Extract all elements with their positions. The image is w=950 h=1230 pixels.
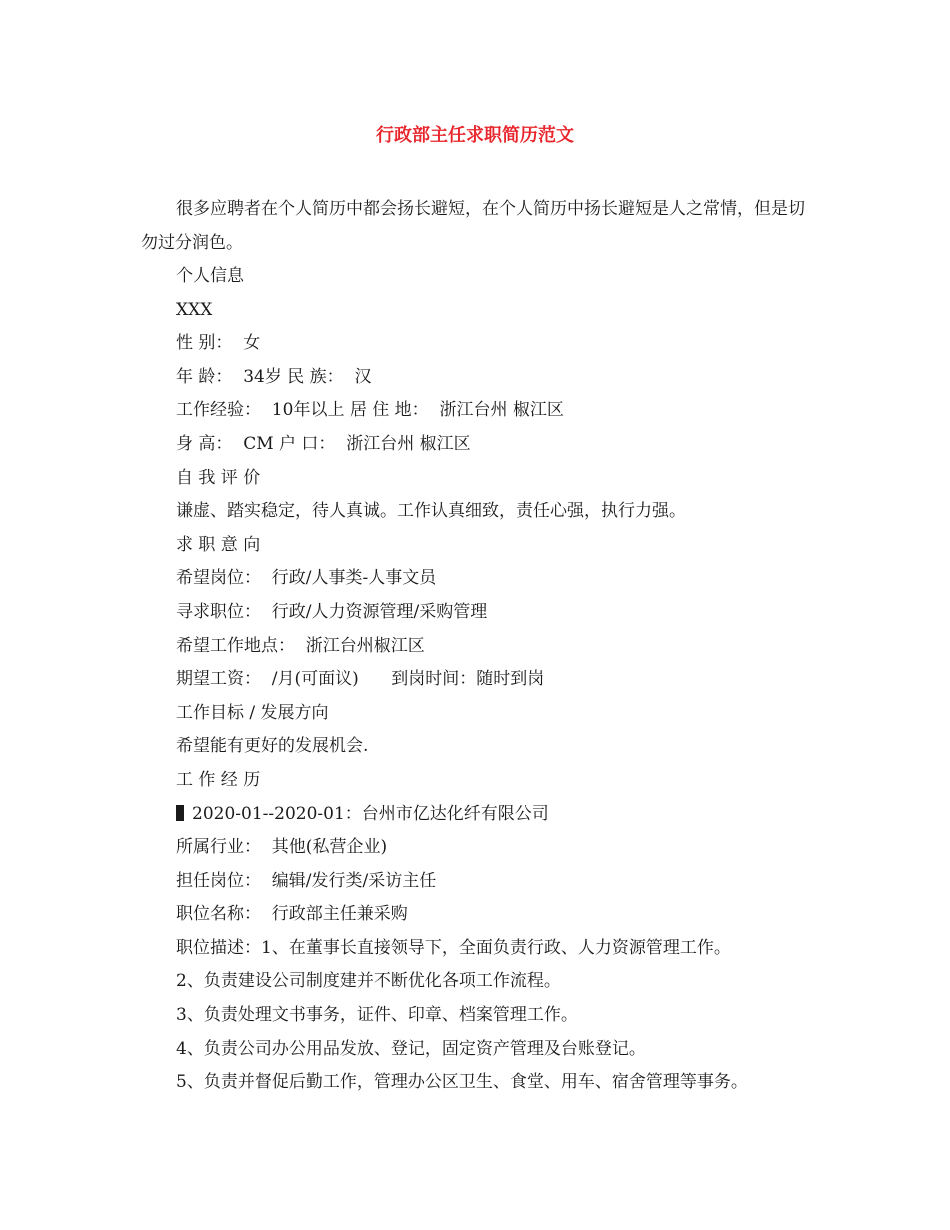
job-description-line-1: 职位描述：1、在董事长直接领导下，全面负责行政、人力资源管理工作。 (176, 937, 731, 958)
age-ethnicity-line: 年 龄： 34岁 民 族： 汉 (176, 366, 372, 387)
job-description-line-2: 2、负责建设公司制度建并不断优化各项工作流程。 (176, 971, 561, 992)
section-heading-job-intention: 求 职 意 向 (176, 534, 261, 555)
job-description-line-4: 4、负责公司办公用品发放、登记，固定资产管理及台账登记。 (176, 1038, 646, 1059)
section-heading-self-evaluation: 自 我 评 价 (176, 467, 261, 488)
experience-residence-line: 工作经验： 10年以上 居 住 地： 浙江台州 椒江区 (176, 400, 564, 421)
sought-position-line: 寻求职位： 行政/人力资源管理/采购管理 (176, 601, 488, 622)
gender-line: 性 别： 女 (176, 333, 261, 354)
role-line: 担任岗位： 编辑/发行类/采访主任 (176, 870, 437, 891)
experience-entry-header: 2020-01--2020-01：台州市亿达化纤有限公司 (176, 798, 748, 832)
desired-position-line: 希望岗位： 行政/人事类-人事文员 (176, 568, 437, 589)
career-goal-text: 希望能有更好的发展机会. (176, 736, 369, 757)
section-heading-work-experience: 工 作 经 历 (176, 769, 261, 790)
height-hukou-line: 身 高： CM 户 口： 浙江台州 椒江区 (176, 433, 471, 454)
document-title: 行政部主任求职简历范文 (376, 125, 574, 146)
salary-availability-line: 期望工资： /月(可面议) 到岗时间：随时到岗 (176, 669, 545, 690)
section-heading-personal-info: 个人信息 (176, 266, 244, 286)
name-line: XXX (176, 299, 213, 320)
desired-location-line: 希望工作地点： 浙江台州椒江区 (176, 635, 425, 656)
intro-paragraph: 很多应聘者在个人简历中都会扬长避短，在个人简历中扬长避短是人之常情，但是切勿过分润色。 (141, 199, 805, 253)
self-evaluation-text: 谦虚、踏实稳定，待人真诚。工作认真细致，责任心强，执行力强。 (176, 501, 686, 522)
resume-body (176, 260, 748, 1100)
industry-line: 所属行业： 其他(私营企业) (176, 837, 388, 858)
job-description-line-5: 5、负责并督促后勤工作，管理办公区卫生、食堂、用车、宿舍管理等事务。 (176, 1072, 748, 1093)
section-heading-career-goal: 工作目标 / 发展方向 (176, 702, 329, 723)
job-description-line-3: 3、负责处理文书事务，证件、印章、档案管理工作。 (176, 1005, 578, 1026)
job-title-line: 职位名称： 行政部主任兼采购 (176, 904, 408, 925)
